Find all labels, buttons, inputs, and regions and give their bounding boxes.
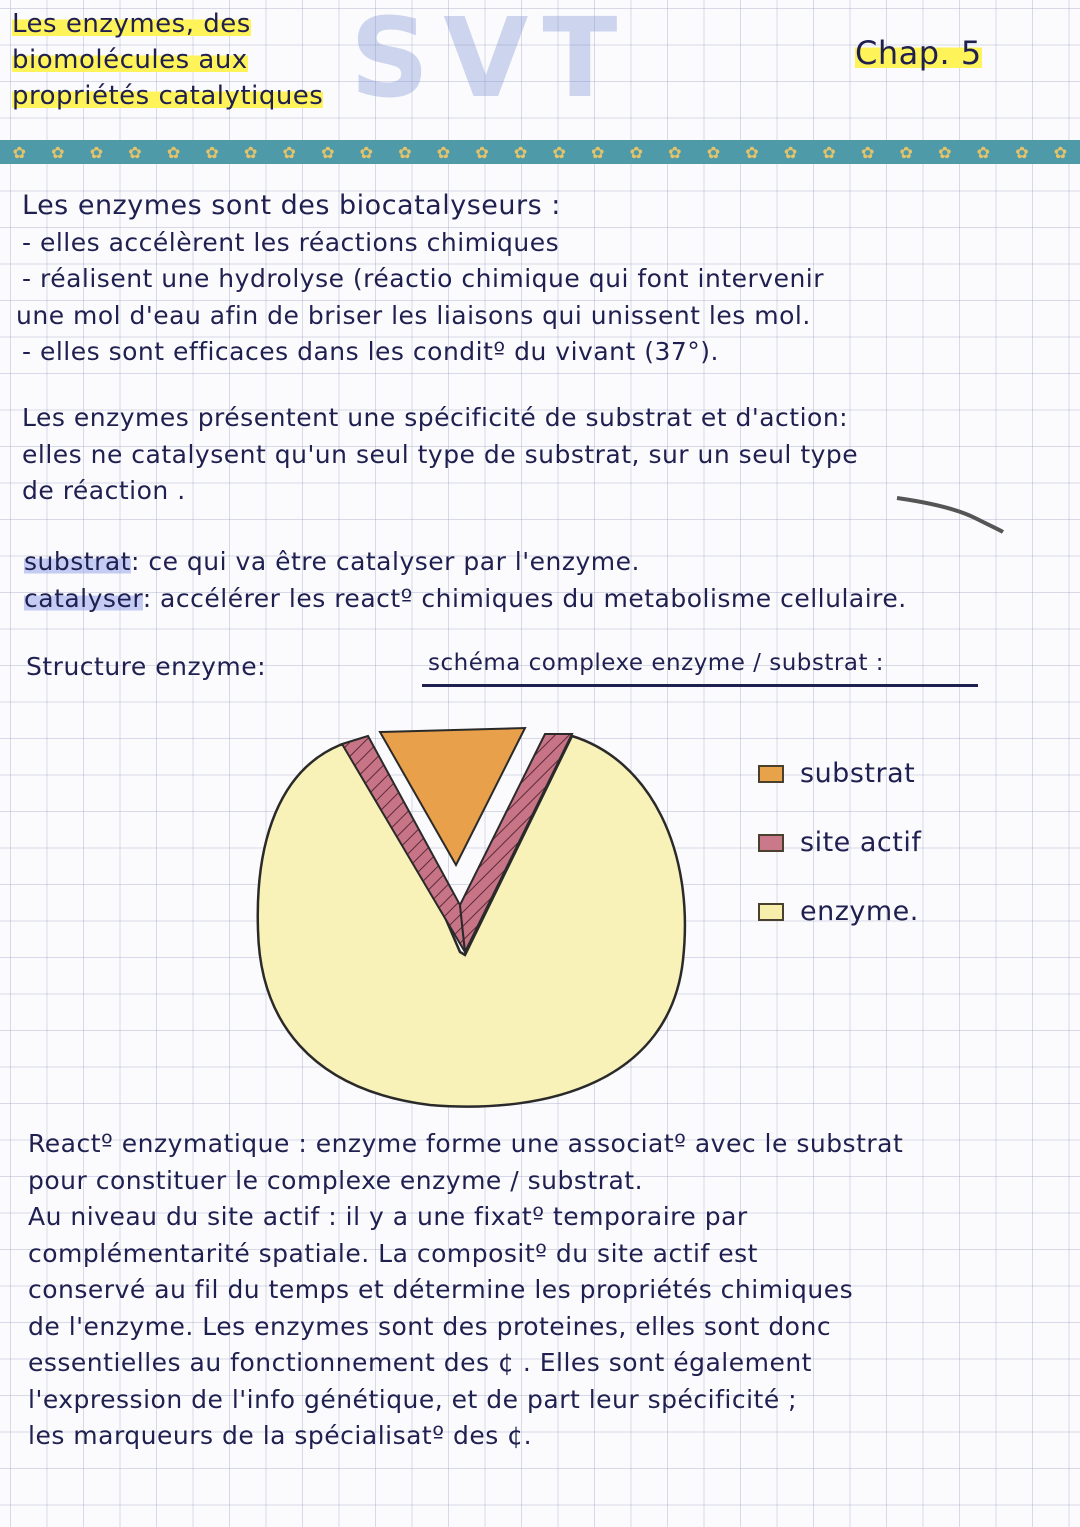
flower-icon: ✿ — [475, 142, 489, 162]
flower-icon: ✿ — [205, 142, 219, 162]
enzyme-substrate-diagram — [250, 700, 700, 1120]
flower-icon: ✿ — [128, 142, 142, 162]
title-line-2: biomolécules aux — [12, 45, 248, 75]
bullet-hydrolysis: - réalisent une hydrolyse (réactio chimique qui font intervenir — [22, 264, 825, 293]
bullet-efficient: - elles sont efficaces dans les conditº du vivant (37°). — [22, 337, 720, 366]
flower-icon: ✿ — [398, 142, 412, 162]
section-biocatalysts — [16, 188, 825, 371]
term-substrat: substrat — [24, 547, 131, 576]
flower-icon: ✿ — [706, 142, 721, 162]
flower-icon: ✿ — [822, 142, 836, 162]
reaction-line-5: conservé au fil du temps et détermine les propriétés chimiques — [28, 1275, 854, 1304]
bullet-hydrolysis-cont: une mol d'eau afin de briser les liaisons qui unissent les mol. — [16, 300, 811, 330]
bullet-accelerate: - elles accélèrent les réactions chimiques — [22, 227, 560, 257]
reaction-line-7: essentielles au fonctionnement des ¢ . Elles sont également — [28, 1348, 812, 1377]
chapter-label — [855, 34, 982, 72]
diagram-title-block — [422, 650, 978, 687]
flower-icon: ✿ — [1053, 142, 1068, 162]
structure-label: Structure enzyme: — [26, 652, 267, 681]
diagram-legend — [758, 758, 921, 927]
specificity-line-3: de réaction . — [22, 476, 186, 505]
decorative-tape — [0, 140, 1080, 164]
intro-line: Les enzymes sont des biocatalyseurs : — [22, 190, 561, 221]
flower-icon: ✿ — [629, 142, 643, 162]
reaction-line-8: l'expression de l'info génétique, et de part leur spécificité ; — [28, 1384, 798, 1414]
flower-icon: ✿ — [552, 142, 566, 162]
term-catalyser: catalyser — [24, 583, 143, 613]
title-underline — [422, 684, 978, 687]
flower-icon: ✿ — [51, 142, 65, 162]
legend-label-enzyme: enzyme. — [800, 896, 919, 927]
legend-item-enzyme — [758, 896, 921, 927]
flower-icon: ✿ — [513, 142, 528, 162]
flower-icon: ✿ — [12, 142, 26, 162]
subject-watermark: SVT — [350, 0, 632, 122]
reaction-line-6: de l'enzyme. Les enzymes sont des proteines, elles sont donc — [28, 1311, 832, 1341]
flower-icon: ✿ — [899, 142, 913, 162]
flower-icon: ✿ — [359, 142, 374, 162]
flower-icon: ✿ — [321, 142, 335, 162]
substrate-swatch-icon — [758, 765, 784, 783]
flower-icon: ✿ — [591, 142, 605, 162]
flower-icon: ✿ — [243, 142, 258, 162]
specificity-line-2: elles ne catalysent qu'un seul type de substrat, sur un seul type — [22, 439, 859, 469]
reaction-line-1: Reactº enzymatique : enzyme forme une associatº avec le substrat — [28, 1129, 904, 1158]
flower-icon: ✿ — [1015, 142, 1029, 162]
flower-icon: ✿ — [938, 142, 952, 162]
flower-icon: ✿ — [745, 142, 759, 162]
definitions — [24, 544, 907, 617]
flower-icon: ✿ — [860, 142, 875, 162]
section-specificity — [22, 400, 858, 510]
flower-icon: ✿ — [166, 142, 181, 162]
specificity-line-1: Les enzymes présentent une spécificité de substrat et d'action: — [22, 403, 849, 432]
reaction-line-3: Au niveau du site actif : il y a une fixatº temporaire par — [28, 1202, 748, 1231]
title-line-3: propriétés catalytiques — [12, 81, 324, 111]
legend-label-site-actif: site actif — [800, 827, 922, 858]
flower-icon: ✿ — [436, 142, 451, 162]
def-substrat: : ce qui va être catalyser par l'enzyme. — [130, 547, 640, 576]
reaction-line-2: pour constituer le complexe enzyme / substrat. — [28, 1165, 644, 1195]
chapter-text: Chap. 5 — [855, 34, 982, 72]
flower-icon: ✿ — [89, 142, 104, 162]
flower-icon: ✿ — [282, 142, 296, 162]
diagram-title: schéma complexe enzyme / substrat : — [428, 650, 885, 676]
legend-item-site-actif — [758, 827, 921, 858]
page-title — [12, 6, 323, 114]
definition-catalyser — [24, 581, 907, 618]
flower-icon: ✿ — [976, 142, 991, 162]
definition-substrat — [24, 544, 907, 581]
reaction-line-9: les marqueurs de la spécialisatº des ¢. — [28, 1421, 533, 1450]
active-site-swatch-icon — [758, 834, 784, 852]
legend-label-substrat: substrat — [800, 758, 916, 789]
flower-icon: ✿ — [668, 142, 682, 162]
reaction-line-4: complémentarité spatiale. La compositº du site actif est — [28, 1238, 758, 1268]
flower-icon: ✿ — [783, 142, 798, 162]
title-line-1: Les enzymes, des — [12, 9, 251, 39]
section-enzymatic-reaction — [28, 1126, 903, 1455]
legend-item-substrat — [758, 758, 921, 789]
pen-scribble — [895, 490, 1005, 535]
def-catalyser: : accélérer les reactº chimiques du metabolisme cellulaire. — [142, 583, 907, 613]
enzyme-swatch-icon — [758, 903, 784, 921]
